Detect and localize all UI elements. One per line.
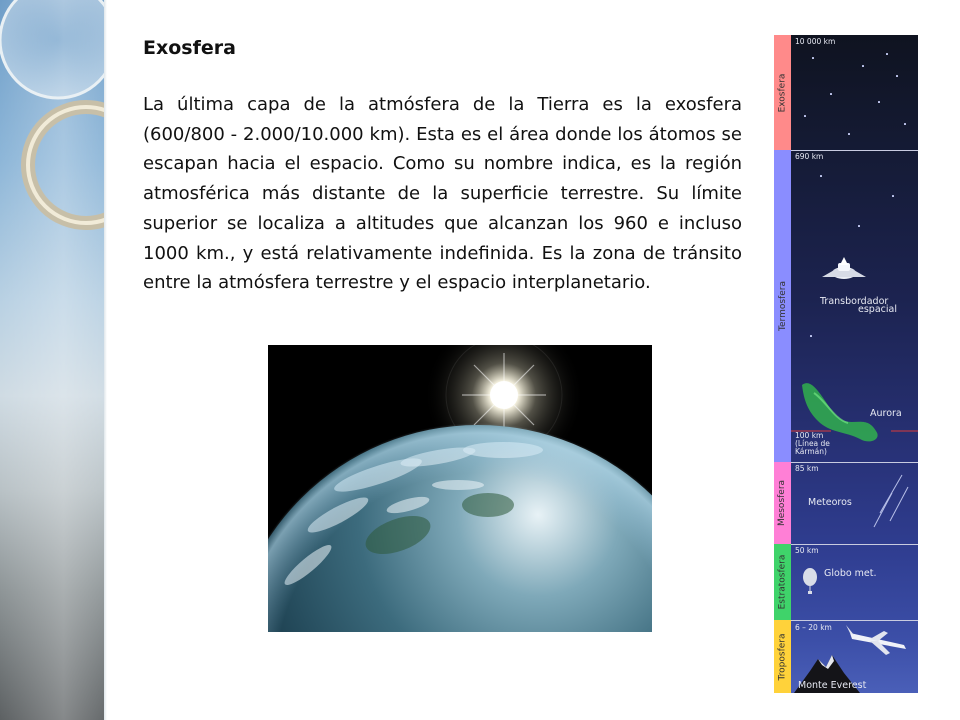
space-shuttle-icon [822,257,866,279]
label-termosfera: Termosfera [777,281,788,331]
altitude-85km: 85 km [795,464,819,473]
everest-label: Monte Everest [798,680,867,691]
label-exosfera: Exosfera [777,73,788,112]
balloon-label: Globo met. [824,568,877,579]
earth-sun-illustration [268,345,652,632]
weather-balloon-icon [803,568,817,594]
atmosphere-layers-diagram [774,35,918,693]
label-estratosfera: Estratosfera [777,554,788,610]
karman-line-label-2: Kármán) [795,447,827,456]
slide-title: Exosfera [143,37,236,59]
karman-line-label-1: (Línea de [795,439,830,448]
diagram-objects [774,35,918,693]
aurora-label: Aurora [870,408,902,419]
altitude-50km: 50 km [795,546,819,555]
decorative-side-band [0,0,106,720]
altitude-690km: 690 km [795,152,824,161]
slide-body-text: La última capa de la atmósfera de la Tierra es la exosfera (600/800 - 2.000/10.000 km). Esta es el área donde los átomos se escapan hacia el espacio. Como su nombre indica, es la región atmosférica más distante de la superficie terrestre. Su límite superior se localiza a altitudes que alcanzan los 960 e incluso 1000 km., y está relativamente indefinida. Es la zona de tránsito entre la atmósfera terrestre y el espacio interplanetario. [143,94,742,294]
airplane-icon [846,625,906,655]
decorative-rings [0,0,106,720]
aurora-icon [802,383,878,441]
earth-sun-photo [268,345,652,632]
ring-large [0,0,106,98]
meteor-streaks [874,475,908,527]
meteors-label: Meteoros [808,497,852,508]
shuttle-label-line-1: Transbordador [820,296,889,307]
altitude-6-20km: 6 – 20 km [795,623,832,632]
altitude-100km: 100 km [795,431,824,440]
altitude-10000km: 10 000 km [795,37,836,46]
shuttle-label-line-2: espacial [858,304,897,315]
label-troposfera: Troposfera [777,632,788,681]
label-mesosfera: Mesosfera [777,479,788,527]
ring-gold [28,107,106,223]
band-edge [104,0,107,720]
